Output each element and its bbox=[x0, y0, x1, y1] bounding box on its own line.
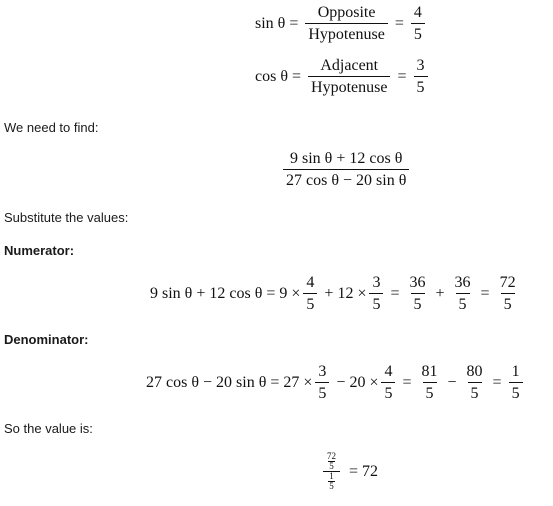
denominator-heading: Denominator: bbox=[4, 332, 89, 347]
equals-sign: = bbox=[390, 284, 400, 302]
sin-lhs: sin θ bbox=[255, 14, 286, 32]
equals-sign: = bbox=[394, 14, 404, 32]
minus-sign: − bbox=[336, 373, 346, 391]
adjacent-over-hypotenuse bbox=[308, 57, 390, 96]
fraction-denominator: 5 bbox=[411, 293, 425, 313]
fraction-numerator: 36 bbox=[454, 274, 471, 291]
fraction-numerator: 4 bbox=[384, 363, 393, 380]
equals-sign: = bbox=[349, 462, 359, 480]
sin-definition bbox=[255, 4, 428, 43]
substitute-text: Substitute the values: bbox=[4, 210, 129, 225]
fraction-denominator: Hypotenuse bbox=[308, 76, 390, 96]
sin-value bbox=[411, 4, 425, 43]
fraction-numerator: Adjacent bbox=[320, 57, 379, 74]
fraction bbox=[315, 363, 329, 402]
fraction bbox=[419, 363, 441, 402]
equals-sign: = bbox=[289, 14, 299, 32]
fraction-denominator: Hypotenuse bbox=[305, 23, 387, 43]
equals-sign: = bbox=[402, 373, 412, 391]
fraction-numerator: 3 bbox=[416, 57, 425, 74]
equation-lhs: 9 sin θ + 12 cos θ bbox=[150, 284, 263, 302]
fraction-numerator: 72 bbox=[327, 451, 336, 461]
fraction-denominator: 5 bbox=[329, 481, 334, 491]
plus-sign: + bbox=[435, 284, 445, 302]
fraction-numerator: 4 bbox=[413, 4, 422, 21]
fraction-numerator bbox=[321, 452, 342, 471]
fraction bbox=[303, 274, 317, 313]
plus-sign: + bbox=[324, 284, 334, 302]
fraction bbox=[497, 274, 519, 313]
fraction bbox=[452, 274, 474, 313]
fraction-numerator: Opposite bbox=[317, 4, 376, 21]
equals-sign: = bbox=[397, 67, 407, 85]
fraction bbox=[381, 363, 395, 402]
fraction bbox=[464, 363, 486, 402]
fraction-numerator: 1 bbox=[329, 471, 334, 481]
equals-sign: = bbox=[480, 284, 490, 302]
coefficient: 9 × bbox=[279, 284, 301, 302]
target-fraction bbox=[283, 150, 409, 189]
equation-lhs: 27 cos θ − 20 sin θ bbox=[146, 373, 267, 391]
cos-definition bbox=[255, 57, 431, 96]
fraction-numerator: 81 bbox=[421, 363, 438, 380]
cos-lhs: cos θ bbox=[255, 67, 288, 85]
fraction-denominator: 5 bbox=[369, 293, 383, 313]
equals-sign: = bbox=[266, 284, 276, 302]
fraction bbox=[509, 363, 523, 402]
fraction-denominator: 5 bbox=[329, 461, 334, 471]
target-expression bbox=[280, 150, 412, 189]
fraction-numerator: 3 bbox=[372, 274, 381, 291]
fraction-numerator: 3 bbox=[318, 363, 327, 380]
fraction-denominator bbox=[323, 471, 340, 491]
opposite-over-hypotenuse bbox=[305, 4, 387, 43]
fraction-numerator: 9 sin θ + 12 cos θ bbox=[290, 150, 403, 167]
fraction-numerator: 1 bbox=[511, 363, 520, 380]
equals-sign: = bbox=[492, 373, 502, 391]
fraction-denominator: 5 bbox=[468, 382, 482, 402]
coefficient: 27 × bbox=[283, 373, 313, 391]
fraction-denominator: 5 bbox=[423, 382, 437, 402]
fraction-denominator: 5 bbox=[414, 76, 428, 96]
coefficient: 12 × bbox=[337, 284, 367, 302]
fraction-numerator: 72 bbox=[499, 274, 516, 291]
compound-fraction bbox=[321, 452, 342, 491]
numerator-equation bbox=[150, 274, 522, 313]
minus-sign: − bbox=[447, 373, 457, 391]
equals-sign: = bbox=[270, 373, 280, 391]
equals-sign: = bbox=[292, 67, 302, 85]
fraction-denominator: 5 bbox=[381, 382, 395, 402]
inner-fraction-bottom bbox=[328, 472, 335, 491]
fraction-denominator: 5 bbox=[456, 293, 470, 313]
fraction-denominator: 5 bbox=[315, 382, 329, 402]
denominator-equation bbox=[146, 363, 526, 402]
fraction-denominator: 5 bbox=[411, 23, 425, 43]
fraction bbox=[407, 274, 429, 313]
final-result bbox=[318, 452, 378, 491]
fraction bbox=[369, 274, 383, 313]
fraction-denominator: 27 cos θ − 20 sin θ bbox=[283, 169, 409, 189]
fraction-denominator: 5 bbox=[501, 293, 515, 313]
inner-fraction-top bbox=[326, 452, 337, 471]
cos-value bbox=[414, 57, 428, 96]
fraction-denominator: 5 bbox=[509, 382, 523, 402]
fraction-numerator: 4 bbox=[306, 274, 315, 291]
fraction-numerator: 36 bbox=[409, 274, 426, 291]
need-to-find-text: We need to find: bbox=[4, 120, 99, 135]
coefficient: 20 × bbox=[349, 373, 379, 391]
numerator-heading: Numerator: bbox=[4, 243, 75, 258]
result-value: 72 bbox=[362, 462, 379, 480]
fraction-numerator: 80 bbox=[466, 363, 483, 380]
so-value-text: So the value is: bbox=[4, 421, 93, 436]
fraction-denominator: 5 bbox=[303, 293, 317, 313]
